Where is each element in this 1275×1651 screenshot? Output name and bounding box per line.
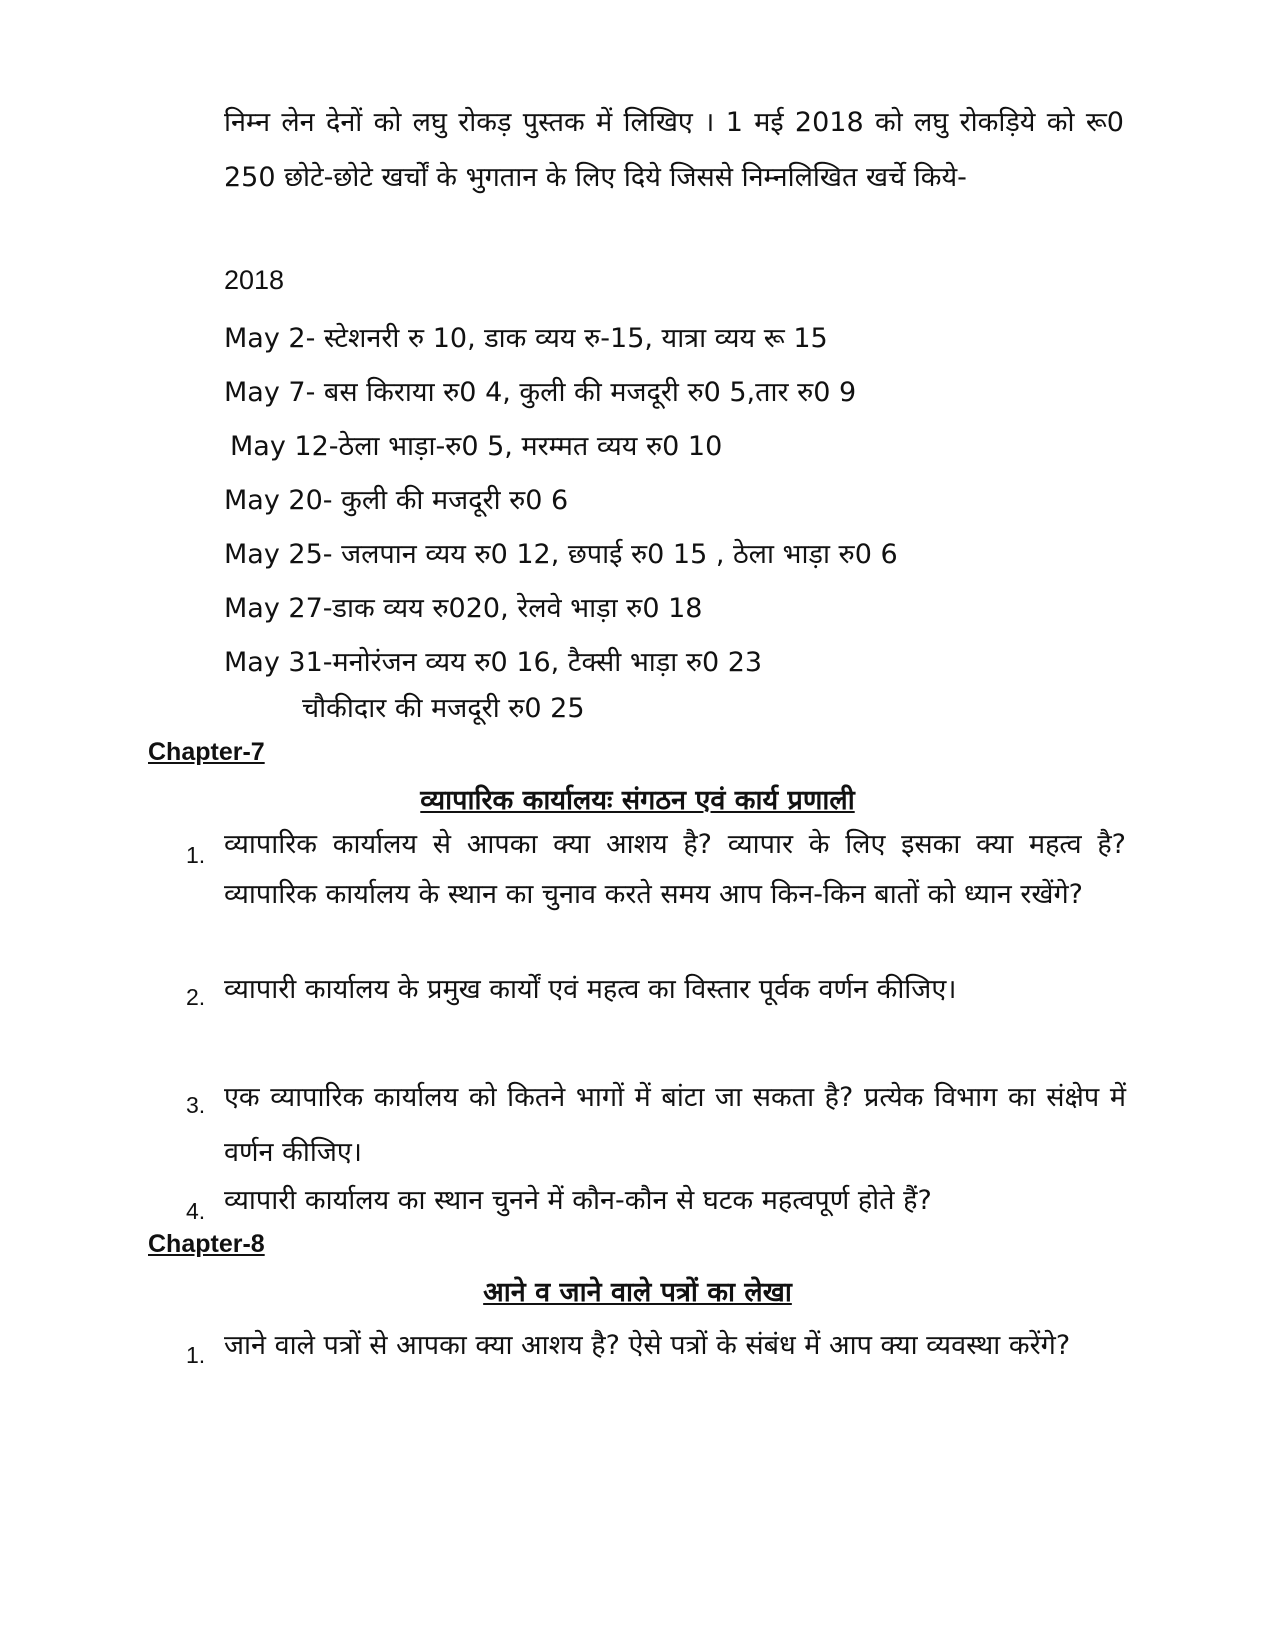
chapter-8-question-1 — [186, 1318, 1126, 1373]
entry-may-25: May 25- जलपान व्यय रु0 12, छपाई रु0 15 , ठेला भाड़ा रु0 6 — [224, 539, 898, 570]
chapter-8-label: Chapter-8 — [148, 1230, 265, 1258]
question-text: एक व्यापारिक कार्यालय को कितने भागों में बांटा जा सकता है? प्रत्येक विभाग का संक्षेप में वर्णन कीजिए। — [224, 1082, 1126, 1168]
question-text: जाने वाले पत्रों से आपका क्या आशय है? ऐसे पत्रों के संबंध में आप क्या व्यवस्था करेंगे? — [224, 1330, 1071, 1361]
chapter-7-question-1 — [186, 820, 1126, 920]
entry-may-31-continued: चौकीदार की मजदूरी रु0 25 — [302, 693, 585, 724]
question-number: 1. — [186, 1342, 206, 1368]
entry-may-12: May 12-ठेला भाड़ा-रु0 5, मरम्मत व्यय रु0 10 — [230, 431, 723, 462]
question-number: 4. — [186, 1198, 206, 1224]
question-text: व्यापारी कार्यालय के प्रमुख कार्यों एवं महत्व का विस्तार पूर्वक वर्णन कीजिए। — [224, 974, 957, 1005]
chapter-7-title: व्यापारिक कार्यालयः संगठन एवं कार्य प्रणाली — [420, 785, 855, 816]
question-text: व्यापारी कार्यालय का स्थान चुनने में कौन-कौन से घटक महत्वपूर्ण होते हैं? — [224, 1185, 932, 1216]
question-number: 1. — [186, 842, 206, 868]
chapter-7-question-2 — [186, 962, 1126, 1017]
question-text: व्यापारिक कार्यालय से आपका क्या आशय है? व्यापार के लिए इसका क्या महत्व है? व्यापारिक कार्यालय के स्थान का चुनाव करते समय आप किन-किन बातों को ध्यान रखेंगे? — [224, 829, 1126, 910]
entry-may-20: May 20- कुली की मजदूरी रु0 6 — [224, 485, 569, 516]
question-number: 2. — [186, 984, 206, 1010]
entry-may-7: May 7- बस किराया रु0 4, कुली की मजदूरी रु0 5,तार रु0 9 — [224, 377, 857, 408]
chapter-8-title: आने व जाने वाले पत्रों का लेखा — [483, 1277, 792, 1308]
year-label: 2018 — [224, 265, 285, 295]
chapter-7-label: Chapter-7 — [148, 738, 265, 766]
chapter-7-question-4 — [186, 1176, 1126, 1226]
entry-may-31: May 31-मनोरंजन व्यय रु0 16, टैक्सी भाड़ा रु0 23 — [224, 647, 763, 678]
chapter-7-question-3 — [186, 1070, 1126, 1180]
intro-paragraph: निम्न लेन देनों को लघु रोकड़ पुस्तक में लिखिए । 1 मई 2018 को लघु रोकड़िये को रू0 250 छोटे-छोटे खर्चों के भुगतान के लिए दिये जिससे निम्नलिखित खर्चे किये- — [224, 107, 1124, 193]
question-number: 3. — [186, 1092, 206, 1118]
entry-may-27: May 27-डाक व्यय रु020, रेलवे भाड़ा रु0 18 — [224, 593, 703, 624]
entry-may-2: May 2- स्टेशनरी रु 10, डाक व्यय रु-15, यात्रा व्यय रू 15 — [224, 323, 828, 354]
